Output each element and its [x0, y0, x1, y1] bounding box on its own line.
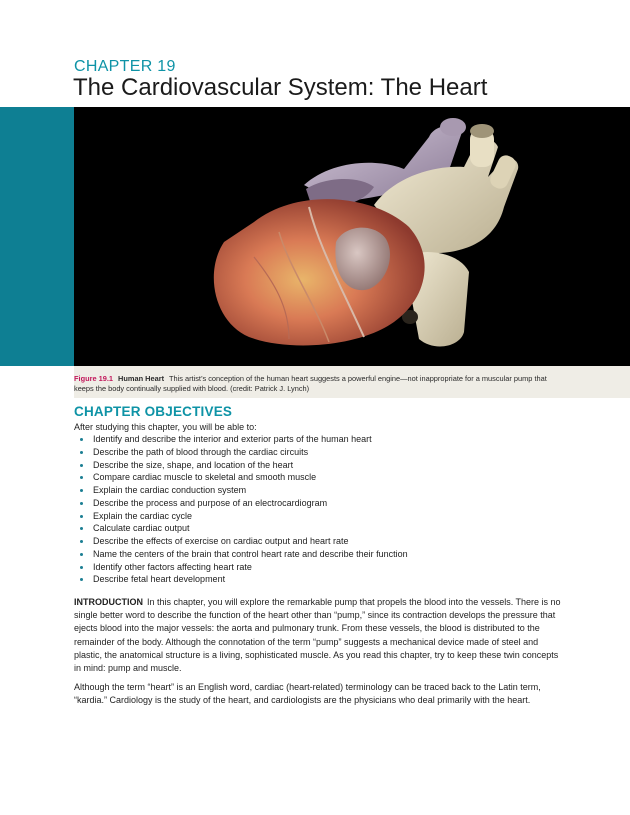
objective-item: Describe the process and purpose of an electrocardiogram — [74, 497, 594, 510]
chapter-title: The Cardiovascular System: The Heart — [73, 74, 488, 101]
objective-item: Describe the effects of exercise on cardiac output and heart rate — [74, 535, 594, 548]
objective-item: Compare cardiac muscle to skeletal and smooth muscle — [74, 471, 594, 484]
objective-item: Describe the size, shape, and location of the heart — [74, 459, 594, 472]
objective-item: Calculate cardiac output — [74, 522, 594, 535]
objectives-list — [74, 433, 594, 586]
teal-accent-bar — [0, 107, 74, 366]
figure-label: Figure 19.1 — [74, 374, 114, 383]
introduction-lead: INTRODUCTION — [74, 597, 143, 607]
objectives-heading: CHAPTER OBJECTIVES — [74, 404, 233, 419]
figure-caption-text: This artist’s conception of the human heart suggests a powerful engine—not inappropriate for a muscular pump that keeps the body continually supplied with blood. (credit: Patrick J. Lynch) — [74, 374, 547, 393]
objective-item: Describe the path of blood through the cardiac circuits — [74, 446, 594, 459]
objective-item: Explain the cardiac conduction system — [74, 484, 594, 497]
figure-title: Human Heart — [118, 374, 165, 383]
objective-item: Name the centers of the brain that control heart rate and describe their function — [74, 548, 594, 561]
objectives-intro: After studying this chapter, you will be able to: — [74, 422, 257, 432]
heart-illustration — [74, 107, 630, 366]
objective-item: Explain the cardiac cycle — [74, 510, 594, 523]
objective-item: Identify other factors affecting heart rate — [74, 561, 594, 574]
figure-caption — [74, 374, 554, 394]
objective-item: Describe fetal heart development — [74, 573, 594, 586]
introduction-text: In this chapter, you will explore the remarkable pump that propels the blood into the vessels. There is no single better word to describe the function of the heart other than “pump,” since its contraction develops the pressure that ejects blood into the major vessels: the aorta and pulmonary trunk. From these vessels, the blood is distributed to the remainder of the body. Although the connotation of the term “pump” suggests a mechanical device made of steel and plastic, the anatomical structure is a living, sophisticated muscle. As you read this chapter, try to keep these twin concepts in mind: pump and muscle. — [74, 597, 561, 674]
introduction-paragraph — [74, 596, 564, 675]
chapter-label: CHAPTER 19 — [74, 58, 176, 75]
objective-item: Identify and describe the interior and exterior parts of the human heart — [74, 433, 594, 446]
heart-illustration-svg — [74, 107, 630, 366]
kardia-paragraph: Although the term “heart” is an English word, cardiac (heart-related) terminology can be traced back to the Latin term, “kardia.” Cardiology is the study of the heart, and cardiologists are the physicians who deal primarily with the heart. — [74, 682, 541, 706]
